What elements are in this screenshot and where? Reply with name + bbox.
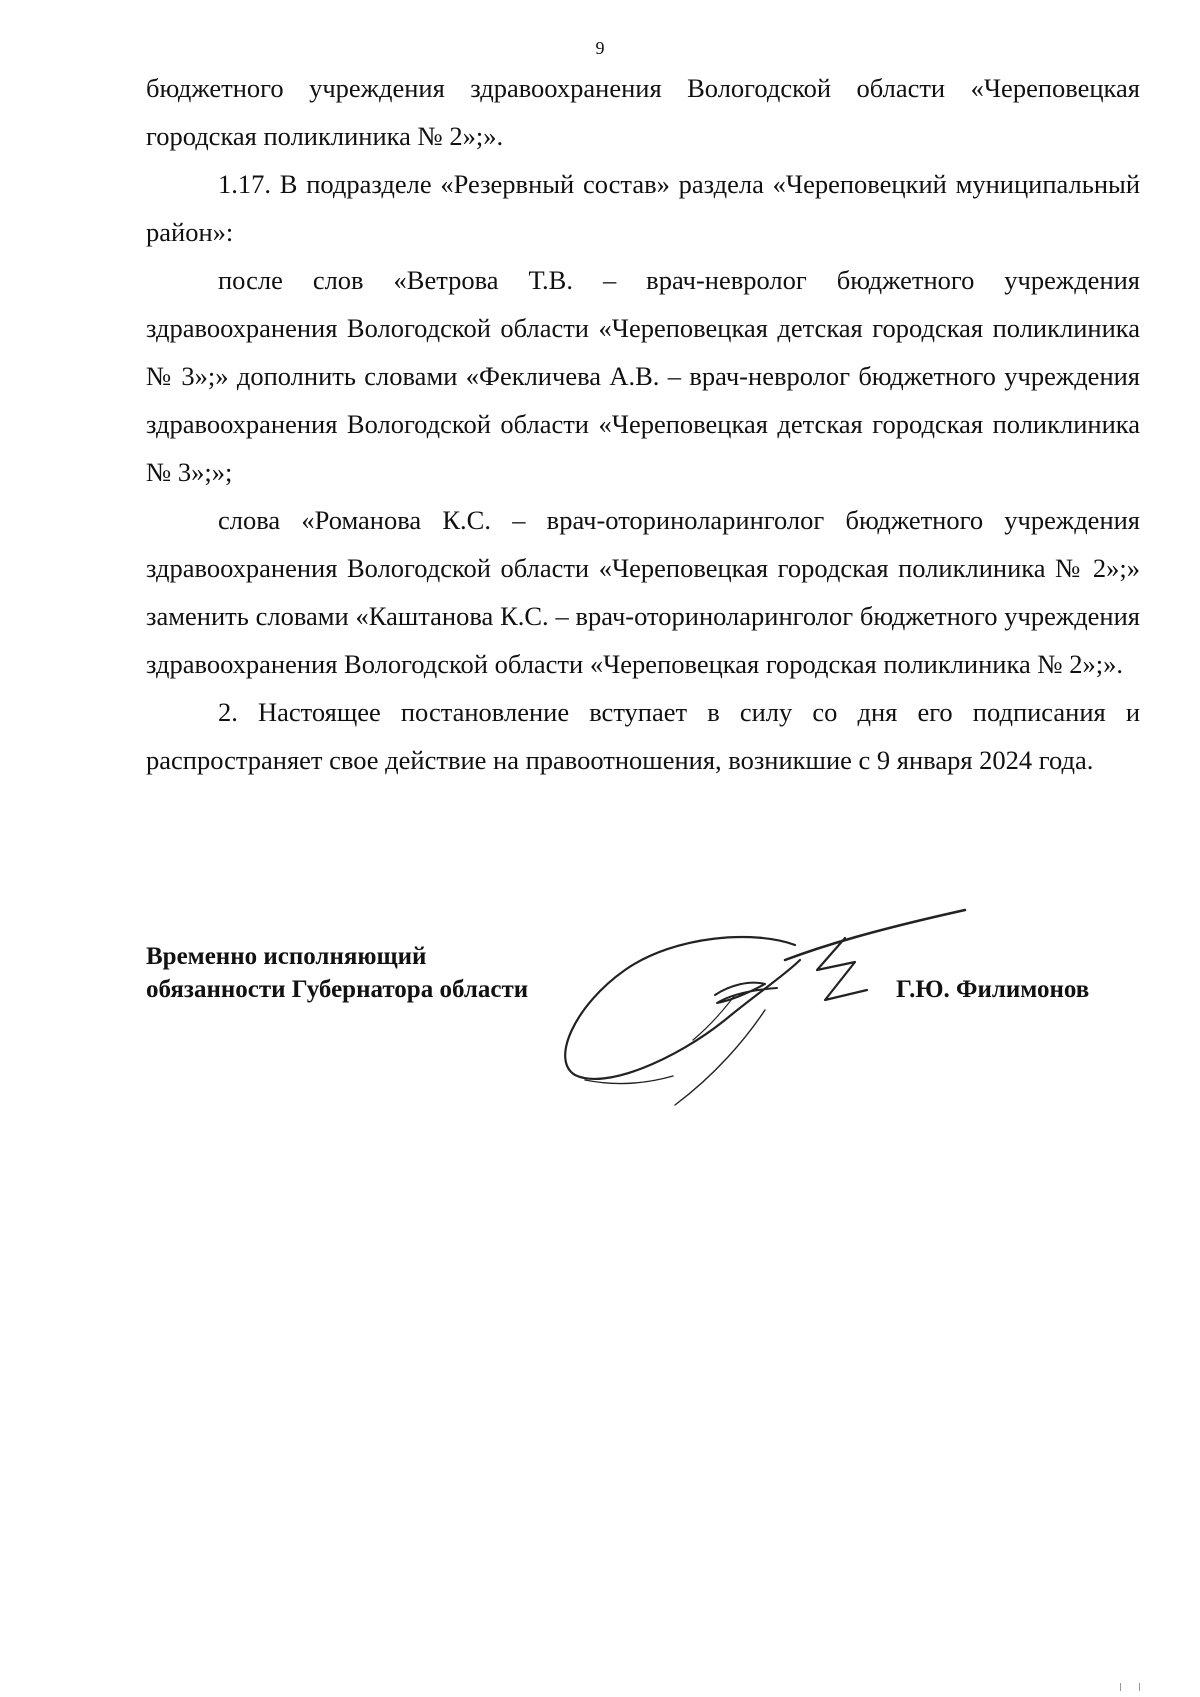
page-number: 9 bbox=[595, 38, 605, 58]
handwritten-signature bbox=[555, 900, 975, 1120]
signer-title-line1: Временно исполняющий bbox=[146, 943, 427, 970]
signer-name: Г.Ю. Филимонов bbox=[896, 976, 1090, 1003]
paragraph-continuation: бюджетного учреждения здравоохранения Вологодской области «Череповецкая городская поликлиника № 2»;». bbox=[146, 73, 1140, 151]
paragraph-addition: после слов «Ветрова Т.В. – врач-невролог бюджетного учреждения здравоохранения Вологодской области «Череповецкая детская городская поликлиника № 3»;» дополнить словами «Фекличева А.В. – врач-невролог бюджетного учреждения здравоохранения Вологодской области «Череповецкая детская городская поликлиника № 3»;»; bbox=[146, 265, 1140, 487]
document-body bbox=[146, 64, 1140, 784]
signer-title-line2: обязанности Губернатора области bbox=[146, 976, 529, 1003]
paragraph-1-17: 1.17. В подразделе «Резервный состав» раздела «Череповецкий муниципальный район»: bbox=[146, 169, 1140, 247]
signer-title bbox=[146, 940, 528, 1006]
paragraph-replacement: слова «Романова К.С. – врач-оториноларинголог бюджетного учреждения здравоохранения Вологодской области «Череповецкая городская поликлиника № 2»;» заменить словами «Каштанова К.С. – врач-оториноларинголог бюджетного учреждения здравоохранения Вологодской области «Череповецкая городская поликлиника № 2»;». bbox=[146, 505, 1140, 679]
paragraph-2-effective: 2. Настоящее постановление вступает в силу со дня его подписания и распространяет свое действие на правоотношения, возникшие с 9 января 2024 года. bbox=[146, 697, 1140, 775]
scan-mark bbox=[1120, 1683, 1140, 1691]
